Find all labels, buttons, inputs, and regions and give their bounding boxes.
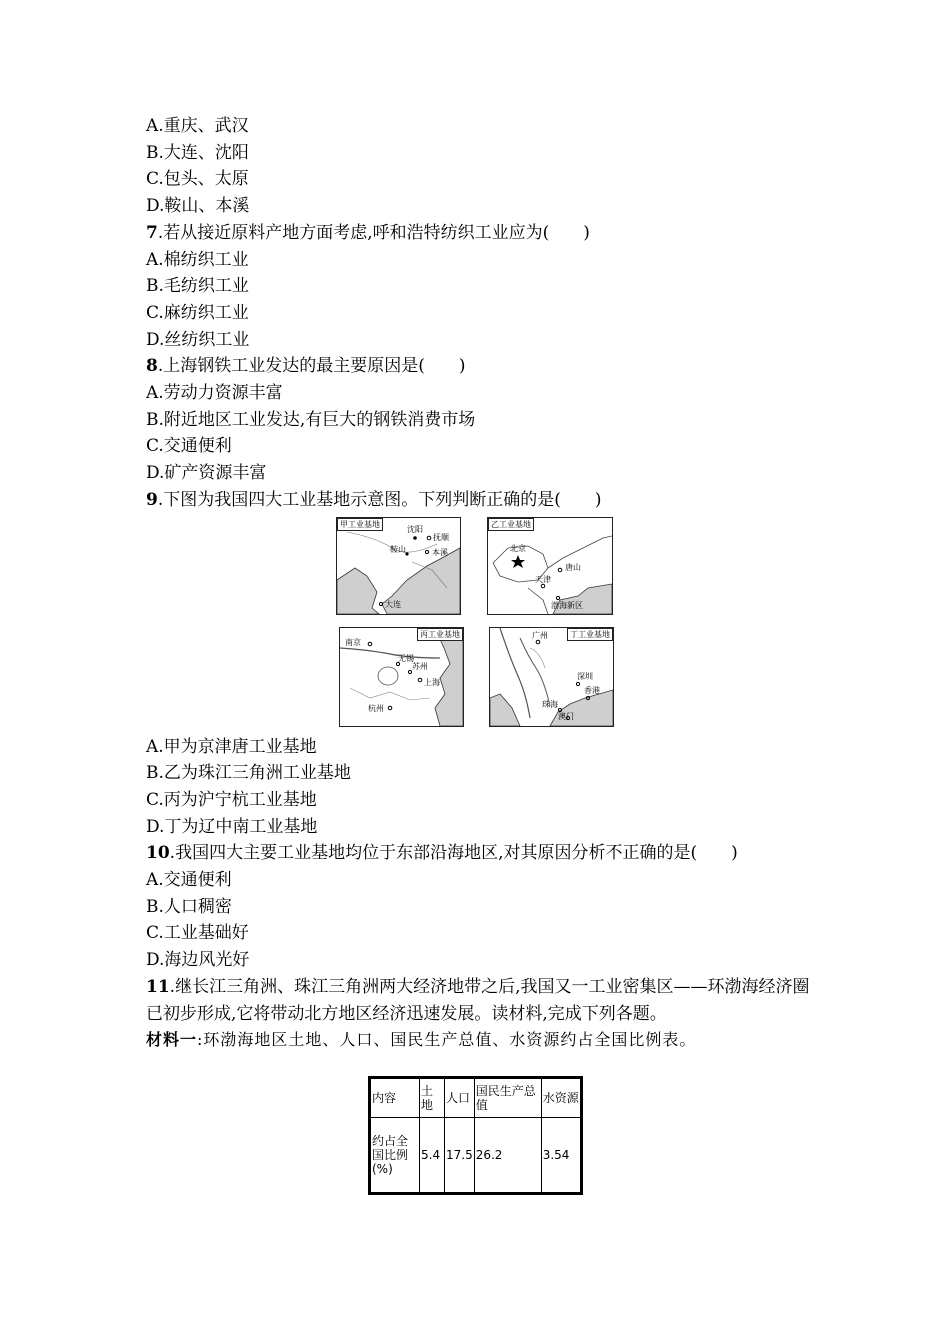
q10-option-b: B.人口稠密	[146, 896, 232, 917]
q11-stem	[146, 974, 826, 1027]
map-label-nanjing: 南京	[345, 637, 361, 647]
q6-option-b: B.大连、沈阳	[146, 142, 249, 163]
q9-option-a: A.甲为京津唐工业基地	[146, 736, 317, 757]
table-row-label: 约占全国比例(%)	[370, 1118, 420, 1194]
q9-option-d: D.丁为辽中南工业基地	[146, 816, 318, 837]
material-one-text: :环渤海地区土地、人口、国民生产总值、水资源约占全国比例表。	[197, 1030, 697, 1050]
q10-text: .我国四大主要工业基地均位于东部沿海地区,对其原因分析不正确的是( )	[169, 843, 738, 864]
q9-stem	[146, 487, 826, 514]
q8-option-a: A.劳动力资源丰富	[146, 383, 283, 404]
q7-option-b: B.毛纺织工业	[146, 276, 249, 297]
q6-option-a: A.重庆、武汉	[146, 116, 249, 136]
map-yi-title: 乙工业基地	[488, 518, 534, 531]
table-header-row	[370, 1078, 582, 1118]
table-header-population: 人口	[445, 1078, 475, 1118]
table-cell-gnp: 26.2	[474, 1118, 541, 1194]
table-cell-water: 3.54	[541, 1118, 581, 1194]
map-label-shenyang: 沈阳	[407, 524, 423, 534]
map-label-shanghai: 上海	[424, 677, 440, 687]
map-label-beijing: 北京	[510, 543, 526, 553]
map-label-benxi: 本溪	[432, 547, 448, 557]
q10-option-c: C.工业基础好	[146, 923, 249, 944]
industrial-base-maps	[146, 514, 826, 734]
map-label-bohai-newarea: 渤海新区	[551, 600, 583, 610]
map-jia-title: 甲工业基地	[337, 518, 383, 531]
map-label-fushun: 抚顺	[433, 532, 449, 542]
map-label-shenzhen: 深圳	[577, 671, 593, 681]
map-label-wuxi: 无锡	[398, 653, 414, 663]
map-ding	[489, 627, 614, 727]
q10-option-a: A.交通便利	[146, 870, 232, 891]
question-content	[146, 113, 826, 1053]
q7-number: 7	[146, 222, 158, 243]
q11-number: 11	[146, 976, 170, 997]
q6-option-c: C.包头、太原	[146, 169, 249, 190]
q7-option-a: A.棉纺织工业	[146, 249, 249, 270]
map-label-zhuhai: 珠海	[542, 699, 558, 709]
q8-text: .上海钢铁工业发达的最主要原因是( )	[157, 356, 466, 377]
table-header-content: 内容	[370, 1078, 420, 1118]
map-bing-title: 丙工业基地	[417, 628, 463, 641]
q7-option-c: C.麻纺织工业	[146, 302, 249, 323]
table-header-land: 土地	[420, 1078, 445, 1118]
q8-option-b: B.附近地区工业发达,有巨大的钢铁消费市场	[146, 409, 476, 430]
table-cell-land: 5.4	[420, 1118, 445, 1194]
q6-option-d: D.鞍山、本溪	[146, 196, 250, 217]
map-label-dalian: 大连	[385, 599, 401, 609]
q9-option-c: C.丙为沪宁杭工业基地	[146, 789, 317, 810]
q10-option-d: D.海边风光好	[146, 950, 250, 971]
map-label-tianjin: 天津	[535, 574, 551, 584]
map-jia	[336, 517, 461, 615]
material-one-label: 材料一	[146, 1030, 198, 1050]
table-header-water: 水资源	[541, 1078, 581, 1118]
q8-option-d: D.矿产资源丰富	[146, 463, 267, 484]
q9-text: .下图为我国四大工业基地示意图。下列判断正确的是( )	[157, 489, 602, 510]
q7-text: .若从接近原料产地方面考虑,呼和浩特纺织工业应为( )	[157, 222, 590, 243]
q8-number: 8	[146, 356, 158, 377]
q9-number: 9	[146, 489, 158, 510]
map-yi	[487, 517, 613, 615]
table-cell-population: 17.5	[445, 1118, 475, 1194]
q9-option-b: B.乙为珠江三角洲工业基地	[146, 763, 351, 784]
map-label-hangzhou: 杭州	[368, 703, 384, 713]
q7-option-d: D.丝纺织工业	[146, 329, 250, 350]
map-yi-drawing	[488, 518, 612, 614]
q10-stem	[146, 840, 826, 867]
map-label-hongkong: 香港	[584, 685, 600, 695]
q8-option-c: C.交通便利	[146, 436, 232, 457]
table-row	[370, 1118, 582, 1194]
map-label-guangzhou: 广州	[532, 630, 548, 640]
q11-text: .继长江三角洲、珠江三角洲两大经济地带之后,我国又一工业密集区——环渤海经济圈已初步形成,它将带动北方地区经济迅速发展。读材料,完成下列各题。	[146, 976, 810, 1024]
map-label-anshan: 鞍山	[390, 544, 406, 554]
q10-number: 10	[146, 843, 170, 864]
map-ding-drawing	[490, 628, 613, 726]
table-header-gnp: 国民生产总值	[474, 1078, 541, 1118]
map-label-macau: 澳门	[558, 711, 574, 721]
map-ding-title: 丁工业基地	[567, 628, 613, 641]
material-one	[146, 1027, 826, 1053]
map-label-tangshan: 唐山	[565, 562, 581, 572]
map-bing	[339, 627, 464, 727]
q7-stem	[146, 220, 826, 247]
map-label-suzhou: 苏州	[412, 661, 428, 671]
ratio-table	[368, 1076, 583, 1195]
q8-stem	[146, 353, 826, 380]
